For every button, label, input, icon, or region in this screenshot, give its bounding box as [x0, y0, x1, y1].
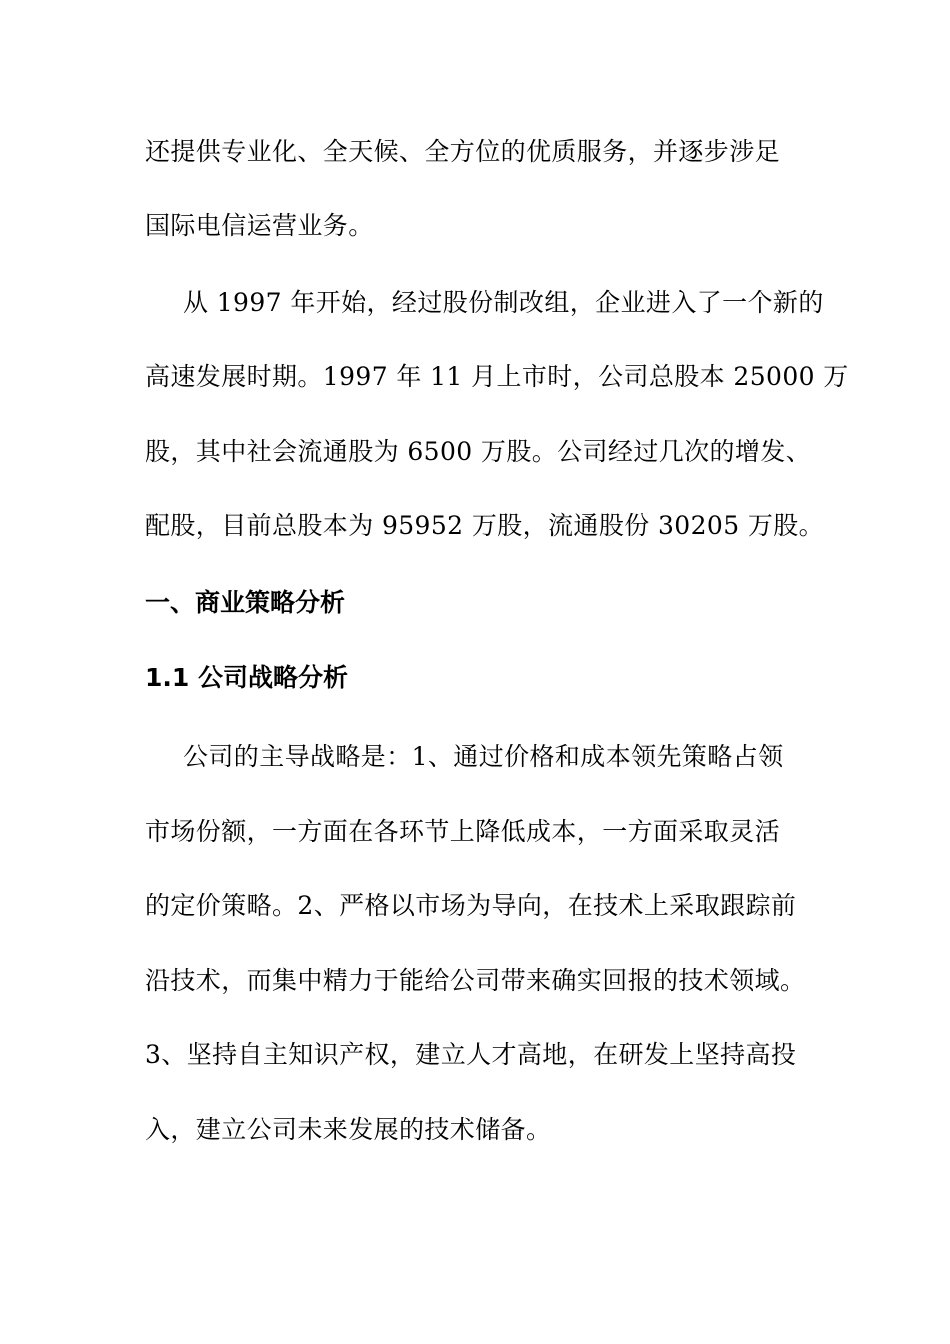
- paragraph-line: 配股，目前总股本为 95952 万股，流通股份 30205 万股。: [145, 511, 825, 540]
- paragraph-line: 沿技术，而集中精力于能给公司带来确实回报的技术领域。: [145, 966, 806, 995]
- paragraph-line: 公司的主导战略是：1、通过价格和成本领先策略占领: [183, 742, 784, 771]
- paragraph-line: 还提供专业化、全天候、全方位的优质服务，并逐步涉足: [145, 137, 781, 166]
- paragraph-line: 3、坚持自主知识产权，建立人才高地，在研发上坚持高投: [145, 1040, 797, 1069]
- paragraph-line: 国际电信运营业务。: [145, 211, 374, 240]
- paragraph-line: 从 1997 年开始，经过股份制改组，企业进入了一个新的: [183, 288, 824, 317]
- paragraph-line: 的定价策略。2、严格以市场为导向，在技术上采取跟踪前: [145, 891, 797, 920]
- section-heading: 一、商业策略分析: [145, 588, 346, 617]
- subsection-heading: 1.1 公司战略分析: [145, 663, 348, 692]
- paragraph-line: 高速发展时期。1997 年 11 月上市时，公司总股本 25000 万: [145, 362, 849, 391]
- paragraph-line: 入，建立公司未来发展的技术储备。: [145, 1115, 552, 1144]
- paragraph-line: 股，其中社会流通股为 6500 万股。公司经过几次的增发、: [145, 437, 812, 466]
- paragraph-line: 市场份额，一方面在各环节上降低成本，一方面采取灵活: [145, 817, 781, 846]
